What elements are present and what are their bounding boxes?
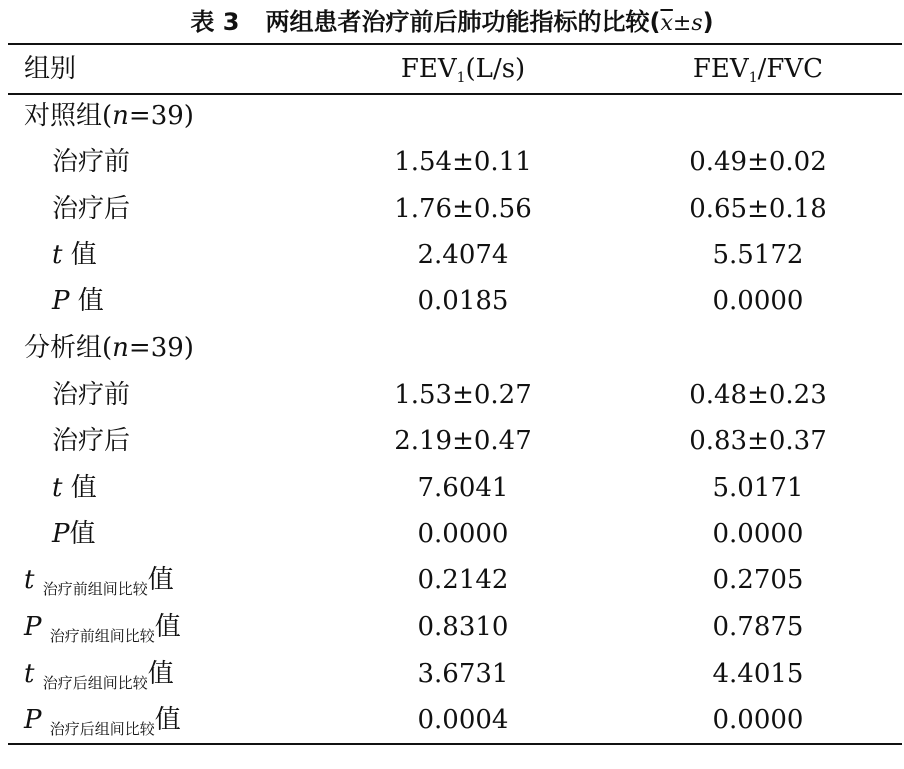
header-fev1: $FEV_1(L/s)$ (400, 54, 526, 86)
fev1-value: 2.4074 (417, 240, 509, 270)
row-label: 治疗后 (52, 426, 131, 456)
row-label: t $_{治疗后组间比较}$值 (24, 659, 174, 692)
ratio-value: 0.0000 (712, 286, 804, 316)
row-label: P 值 (52, 286, 104, 316)
header-row (0, 46, 904, 92)
header-fev1-fvc: $FEV_1$/FVC (692, 54, 824, 86)
ratio-value: 5.5172 (712, 240, 804, 270)
group-row-control (0, 93, 904, 139)
row-label: P $_{治疗后组间比较}$值 (24, 705, 181, 738)
plus-minus-symbol: ± (672, 11, 692, 36)
table-row (0, 232, 904, 278)
row-label: P值 (52, 519, 96, 549)
table-row (0, 511, 904, 557)
group-label-control: 对照组(n=39) (24, 101, 194, 131)
ratio-value: 0.2705 (712, 565, 804, 595)
fev1-value: 1.76±0.56 (394, 194, 532, 224)
table-row (0, 465, 904, 511)
table-title (0, 5, 904, 39)
table-row (0, 651, 904, 697)
mean-symbol: $\overline{x}$ (660, 11, 673, 36)
ratio-value: 4.4015 (712, 659, 804, 689)
fev1-value: 0.0004 (417, 705, 509, 735)
ratio-value: 0.7875 (712, 612, 804, 642)
fev1-value: 0.8310 (417, 612, 509, 642)
sd-symbol: s (691, 11, 703, 36)
ratio-value: 0.83±0.37 (689, 426, 827, 456)
fev1-value: 7.6041 (417, 473, 509, 503)
table-row (0, 372, 904, 418)
ratio-value: 0.0000 (712, 705, 804, 735)
table-row (0, 418, 904, 464)
fev1-value: 3.6731 (417, 659, 509, 689)
table-row (0, 186, 904, 232)
ratio-value: 0.48±0.23 (689, 380, 827, 410)
table-row (0, 278, 904, 324)
row-label: 治疗前 (52, 380, 131, 410)
fev1-value: 0.0185 (417, 286, 509, 316)
group-label-analysis: 分析组(n=39) (24, 333, 194, 363)
row-label: 治疗前 (52, 147, 131, 177)
ratio-value: 0.65±0.18 (689, 194, 827, 224)
ratio-value: 5.0171 (712, 473, 804, 503)
fev1-value: 0.2142 (417, 565, 509, 595)
row-label: t 值 (52, 240, 97, 270)
row-label: 治疗后 (52, 194, 131, 224)
table-row (0, 697, 904, 743)
bottom-rule (8, 743, 902, 745)
row-label: t 值 (52, 473, 97, 503)
fev1-value: 0.0000 (417, 519, 509, 549)
ratio-value: 0.0000 (712, 519, 804, 549)
fev1-value: 2.19±0.47 (394, 426, 532, 456)
table-row (0, 557, 904, 603)
table-number: 表 3 (190, 8, 240, 36)
row-label: t $_{治疗前组间比较}$值 (24, 565, 174, 598)
top-rule (8, 43, 902, 45)
title-close-paren: ) (702, 8, 714, 36)
group-row-analysis (0, 325, 904, 371)
fev1-value: 1.53±0.27 (394, 380, 532, 410)
ratio-value: 0.49±0.02 (689, 147, 827, 177)
fev1-value: 1.54±0.11 (394, 147, 532, 177)
row-label: P $_{治疗前组间比较}$值 (24, 612, 181, 645)
table-caption: 两组患者治疗前后肺功能指标的比较( (265, 8, 661, 36)
table-row (0, 604, 904, 650)
header-group: 组别 (24, 54, 77, 84)
table-row (0, 139, 904, 185)
